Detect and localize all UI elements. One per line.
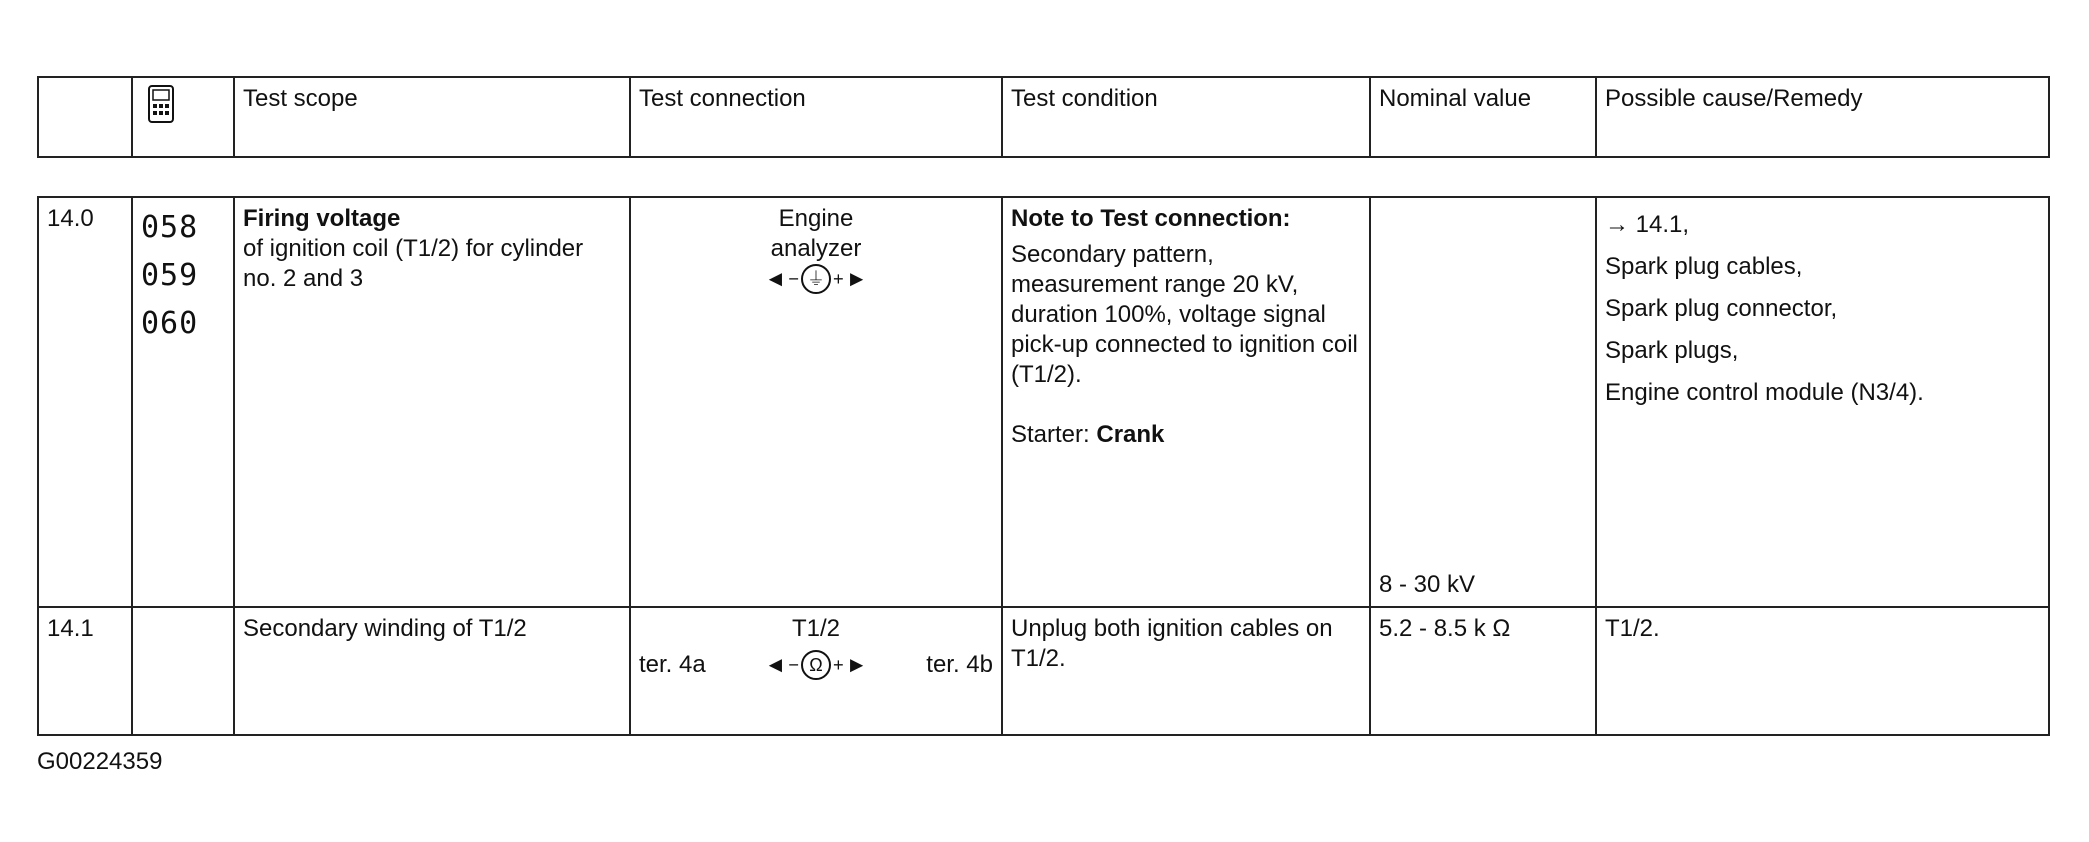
possible-cause: T1/2. bbox=[1596, 607, 2049, 735]
test-condition: Unplug both ignition cables on T1/2. bbox=[1002, 607, 1370, 735]
test-connection bbox=[630, 197, 1002, 607]
header-step-cell bbox=[38, 77, 132, 157]
step-number: 14.1 bbox=[38, 607, 132, 735]
header-test-connection: Test connection bbox=[630, 77, 1002, 157]
terminal-left: ter. 4a bbox=[639, 651, 706, 678]
remedy-item: → 14.1, bbox=[1605, 211, 1690, 238]
connection-line: Engine bbox=[778, 205, 854, 232]
fault-code: 058 bbox=[141, 210, 199, 245]
condition-text: Secondary pattern, measurement range 20 kV, duration 100%, voltage signal pick-up connected to ignition coil (T1/2). bbox=[1011, 241, 1358, 388]
test-condition bbox=[1002, 197, 1370, 607]
test-table bbox=[37, 196, 2050, 736]
connection-terminals bbox=[639, 650, 993, 680]
scope-title: Firing voltage bbox=[243, 205, 401, 232]
test-connection bbox=[630, 607, 1002, 735]
table-row bbox=[38, 607, 2049, 735]
starter-label: Starter: bbox=[1011, 421, 1090, 448]
fault-codes bbox=[132, 607, 234, 735]
connection-title: T1/2 bbox=[791, 615, 841, 642]
header-nominal-value: Nominal value bbox=[1370, 77, 1596, 157]
step-number: 14.0 bbox=[38, 197, 132, 607]
nominal-value: 8 - 30 kV bbox=[1379, 571, 1476, 598]
nominal-value: 5.2 - 8.5 k Ω bbox=[1370, 607, 1596, 735]
fault-code: 059 bbox=[141, 258, 199, 293]
nominal-value-cell bbox=[1370, 197, 1596, 607]
remedy-item: Engine control module (N3/4). bbox=[1605, 379, 1924, 406]
fault-code: 060 bbox=[141, 306, 199, 341]
terminal-right: ter. 4b bbox=[926, 651, 993, 678]
starter-value: Crank bbox=[1096, 421, 1165, 448]
header-test-condition: Test condition bbox=[1002, 77, 1370, 157]
remedy-item: Spark plug cables, bbox=[1605, 253, 1803, 280]
test-scope: Secondary winding of T1/2 bbox=[234, 607, 630, 735]
remedy-item: Spark plugs, bbox=[1605, 337, 1739, 364]
ground-meter-icon: ◄ − ⏚ + ► bbox=[765, 264, 868, 294]
header-icon-cell bbox=[132, 77, 234, 157]
figure-id: G00224359 bbox=[37, 748, 163, 775]
table-row bbox=[38, 197, 2049, 607]
ohmmeter-icon: ◄ − Ω + ► bbox=[765, 650, 868, 680]
connection-line: analyzer bbox=[770, 235, 862, 262]
scope-text: of ignition coil (T1/2) for cylinder no. 2 and 3 bbox=[243, 235, 584, 292]
fault-codes bbox=[132, 197, 234, 607]
remedy-item: Spark plug connector, bbox=[1605, 295, 1838, 322]
test-scope bbox=[234, 197, 630, 607]
starter-line bbox=[1011, 420, 1361, 450]
possible-cause bbox=[1596, 197, 2049, 607]
header-table bbox=[37, 76, 2050, 158]
tester-device-icon bbox=[147, 84, 175, 124]
header-possible-cause: Possible cause/Remedy bbox=[1596, 77, 2049, 157]
condition-title: Note to Test connection: bbox=[1011, 205, 1291, 232]
header-test-scope: Test scope bbox=[234, 77, 630, 157]
